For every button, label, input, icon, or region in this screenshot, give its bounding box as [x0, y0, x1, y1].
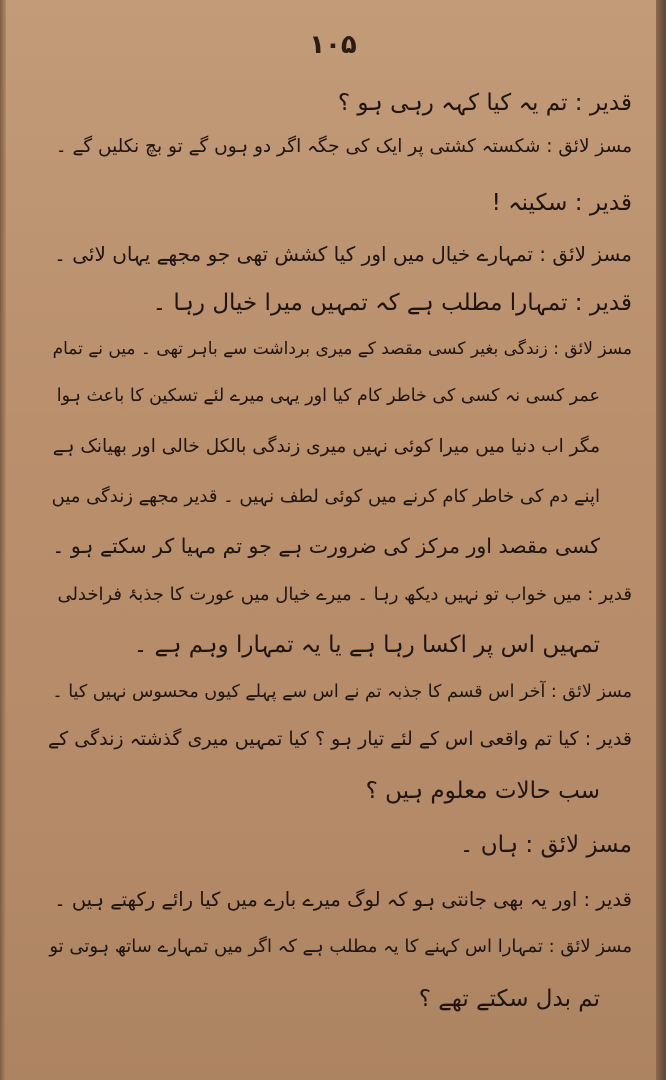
text-line: مگر اب دنیا میں میرا کوئی نہیں میری زندگی بالکل خالی اور بھیانک ہے [52, 436, 600, 457]
page-left-edge [0, 0, 6, 1080]
text-line: تم بدل سکتے تھے ؟ [418, 986, 600, 1012]
text-line: مسز لائق : ہاں ۔ [459, 832, 632, 858]
text-line: اپنے دم کی خاطر کام کرنے میں کوئی لطف نہیں ۔ قدیر مجھے زندگی میں [51, 486, 600, 507]
text-line: کسی مقصد اور مرکز کی ضرورت ہے جو تم مہیا کر سکتے ہو ۔ [52, 534, 600, 558]
page-number: ۱۰۵ [309, 30, 357, 60]
text-line: مسز لائق : تمہارا اس کہنے کا یہ مطلب ہے کہ اگر میں تمہارے ساتھ ہوتی تو [49, 936, 632, 957]
text-line: مسز لائق : زندگی بغیر کسی مقصد کے میری برداشت سے باہر تھی ۔ میں نے تمام [52, 339, 632, 359]
text-line: قدیر : تم یہ کیا کہہ رہی ہو ؟ [337, 90, 632, 116]
text-line: سب حالات معلوم ہیں ؟ [365, 778, 600, 804]
text-line: قدیر : تمہارا مطلب ہے کہ تمہیں میرا خیال رہا ۔ [152, 290, 632, 316]
text-line: قدیر : میں خواب تو نہیں دیکھ رہا ۔ میرے خیال میں عورت کا جذبۂ فراخدلی [57, 584, 632, 605]
text-line: قدیر : کیا تم واقعی اس کے لئے تیار ہو ؟ کیا تمہیں میری گذشتہ زندگی کے [48, 728, 632, 750]
page-right-edge [656, 0, 666, 1080]
text-line: قدیر : سکینہ ! [491, 190, 632, 216]
text-line: قدیر : اور یہ بھی جانتی ہو کہ لوگ میرے بارے میں کیا رائے رکھتے ہیں ۔ [54, 888, 632, 911]
text-line: عمر کسی نہ کسی کی خاطر کام کیا اور یہی میرے لئے تسکین کا باعث ہوا [56, 386, 600, 406]
text-line: مسز لائق : آخر اس قسم کا جذبہ تم نے اس سے پہلے کیوں محسوس نہیں کیا ۔ [52, 682, 632, 702]
text-line: تمہیں اس پر اکسا رہا ہے یا یہ تمہارا وہم ہے ۔ [133, 632, 600, 658]
text-line: مسز لائق : تمہارے خیال میں اور کیا کشش تھی جو مجھے یہاں لائی ۔ [54, 242, 632, 266]
text-line: مسز لائق : شکستہ کشتی پر ایک کی جگہ اگر دو ہوں گے تو بچ نکلیں گے ۔ [55, 136, 632, 157]
